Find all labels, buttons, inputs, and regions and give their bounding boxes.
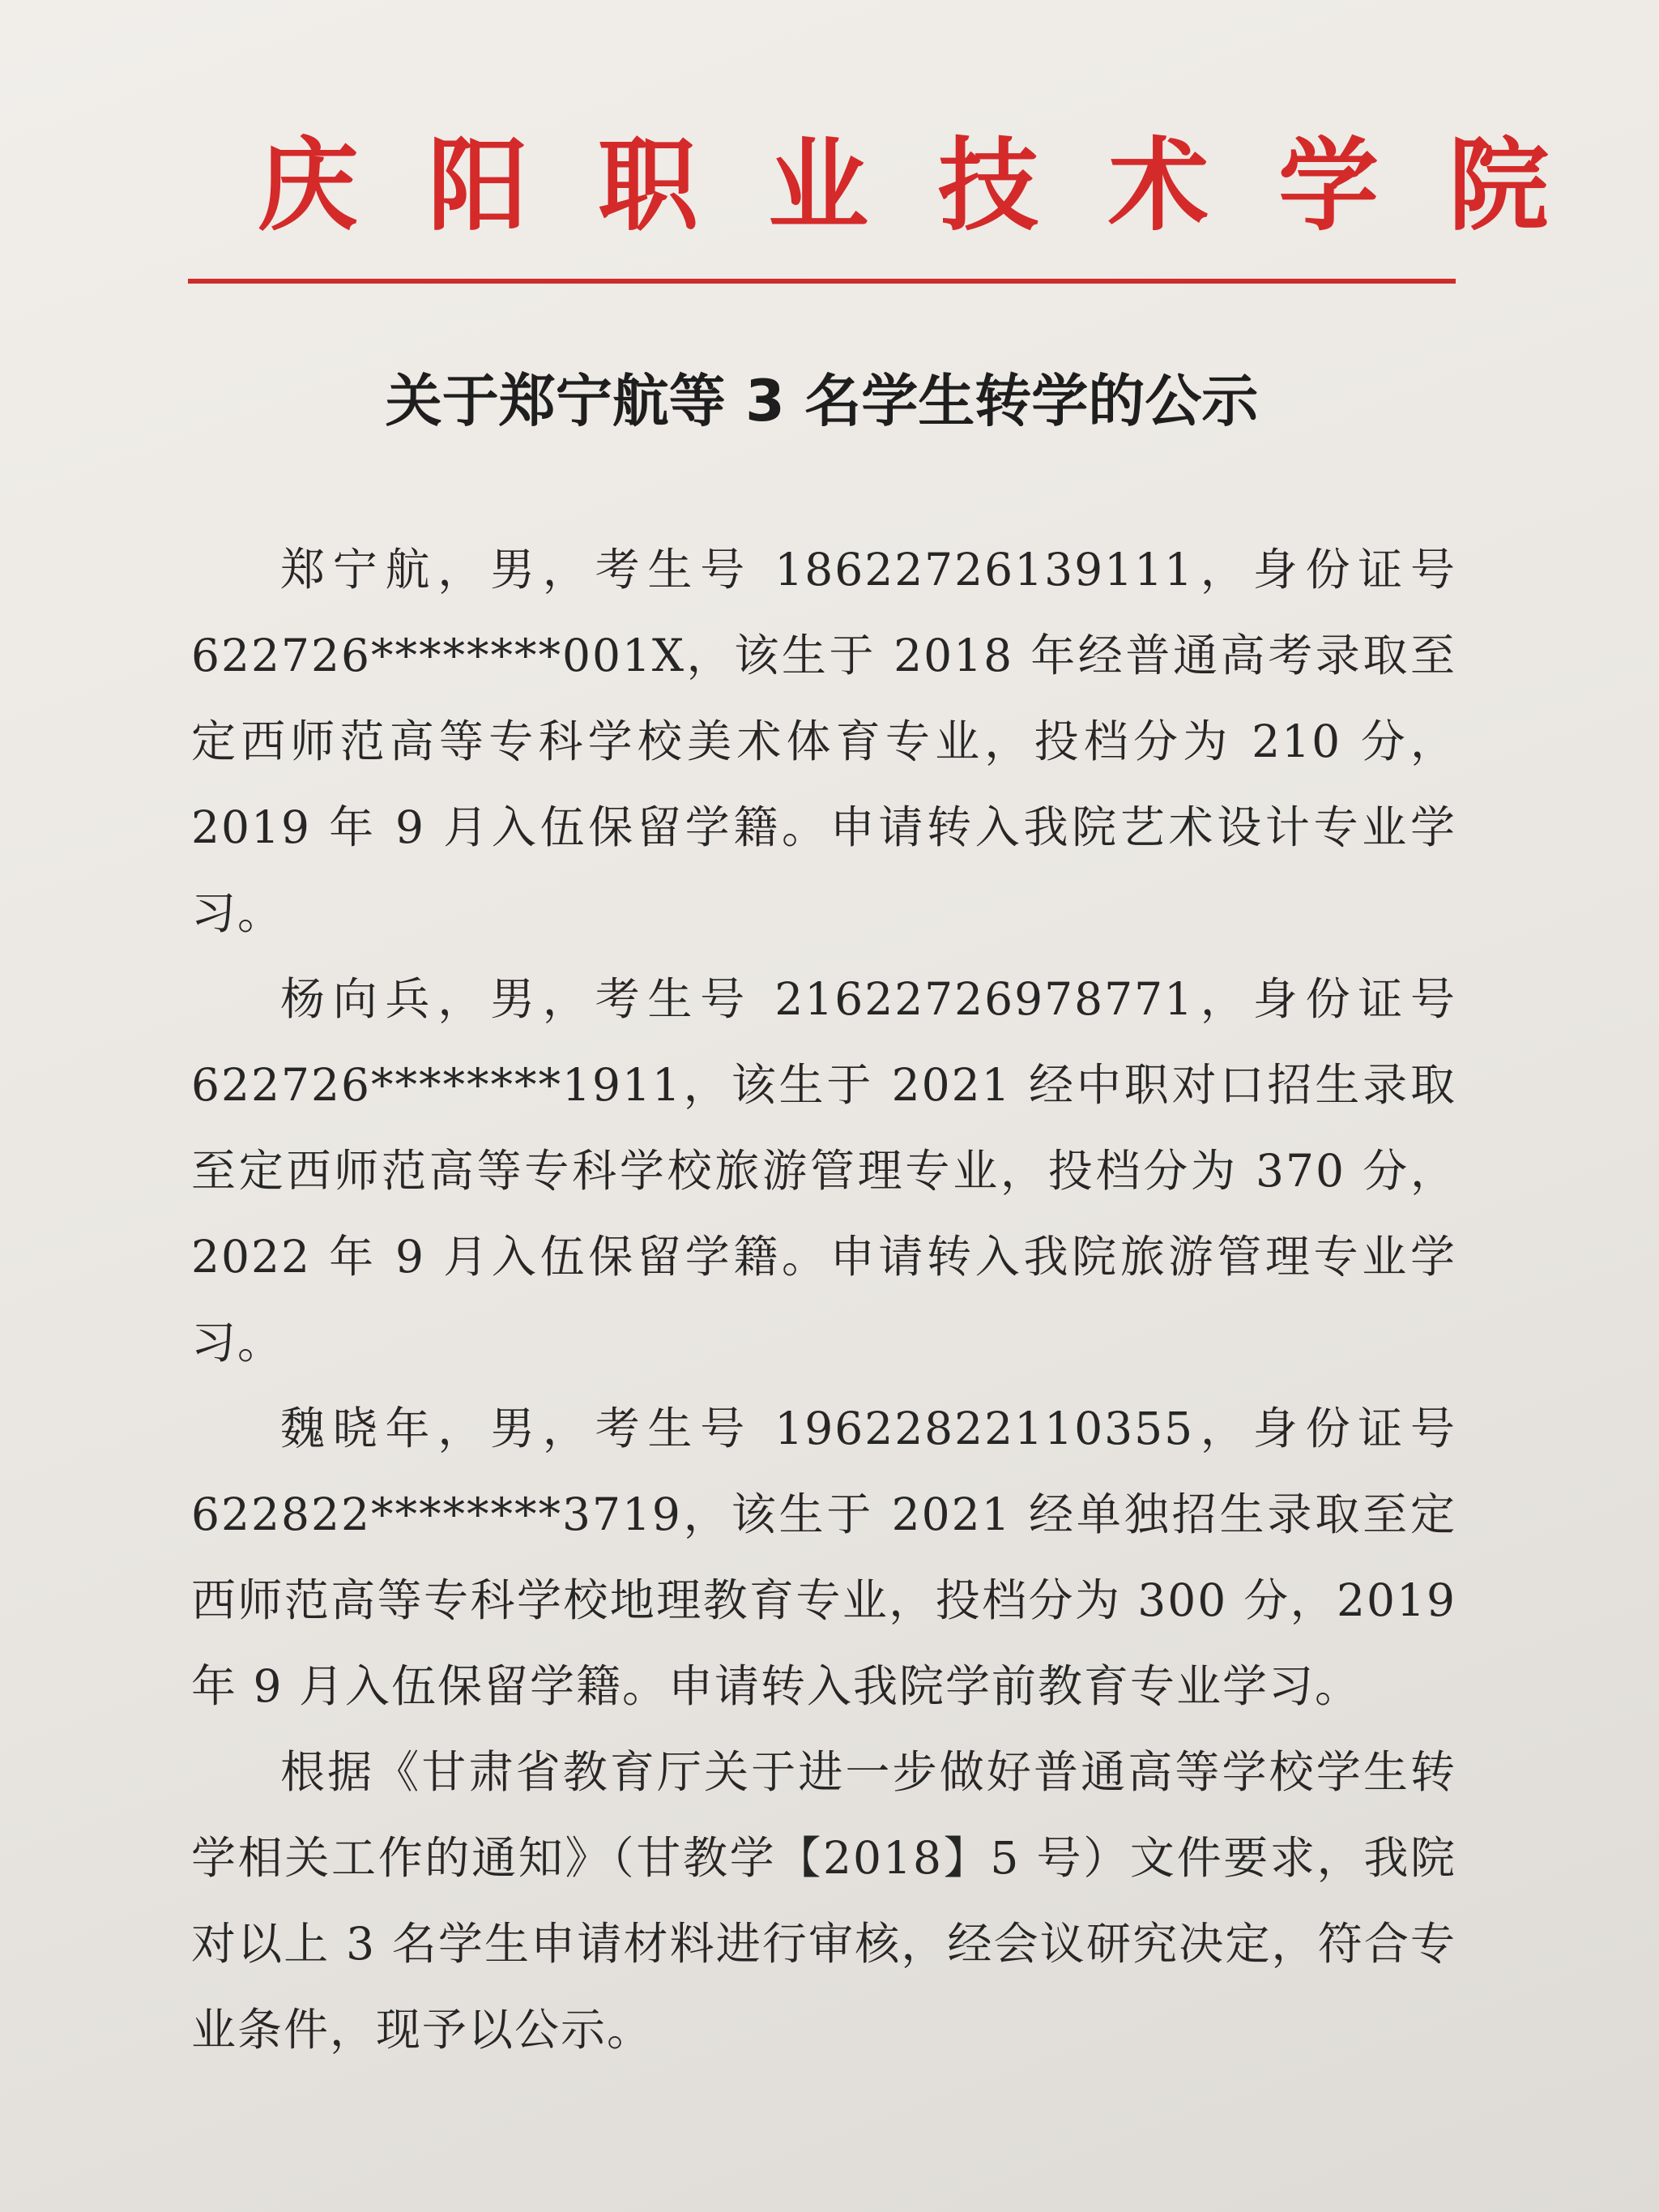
institution-letterhead: 庆阳职业技术学院 (258, 127, 1619, 245)
paragraph-student-1: 郑宁航，男，考生号 18622726139111，身份证号 622726********001X，该生于 2018 年经普通高考录取至定西师范高等专科学校美术体育专业，投档分为 210 分，2019 年 9 月入伍保留学籍。申请转入我院艺术设计专业学习。 (191, 544, 1456, 939)
document-title: 关于郑宁航等 3 名学生转学的公示 (385, 368, 1259, 434)
paragraph-conclusion: 根据《甘肃省教育厅关于进一步做好普通高等学校学生转学相关工作的通知》（甘教学【2018】5 号）文件要求，我院对以上 3 名学生申请材料进行审核，经会议研究决定，符合专业条件，现予以公示。 (191, 1746, 1456, 2056)
paragraph-student-2: 杨向兵，男，考生号 21622726978771，身份证号 622726********1911，该生于 2021 经中职对口招生录取至定西师范高等专科学校旅游管理专业，投档分为 370 分，2022 年 9 月入伍保留学籍。申请转入我院旅游管理专业学习。 (191, 973, 1456, 1369)
paragraph-student-3: 魏晓年，男，考生号 19622822110355，身份证号 622822********3719，该生于 2021 经单独招生录取至定西师范高等专科学校地理教育专业，投档分为 300 分，2019 年 9 月入伍保留学籍。申请转入我院学前教育专业学习。 (191, 1403, 1456, 1712)
document-body (191, 527, 1456, 2073)
letterhead-divider (188, 279, 1456, 284)
